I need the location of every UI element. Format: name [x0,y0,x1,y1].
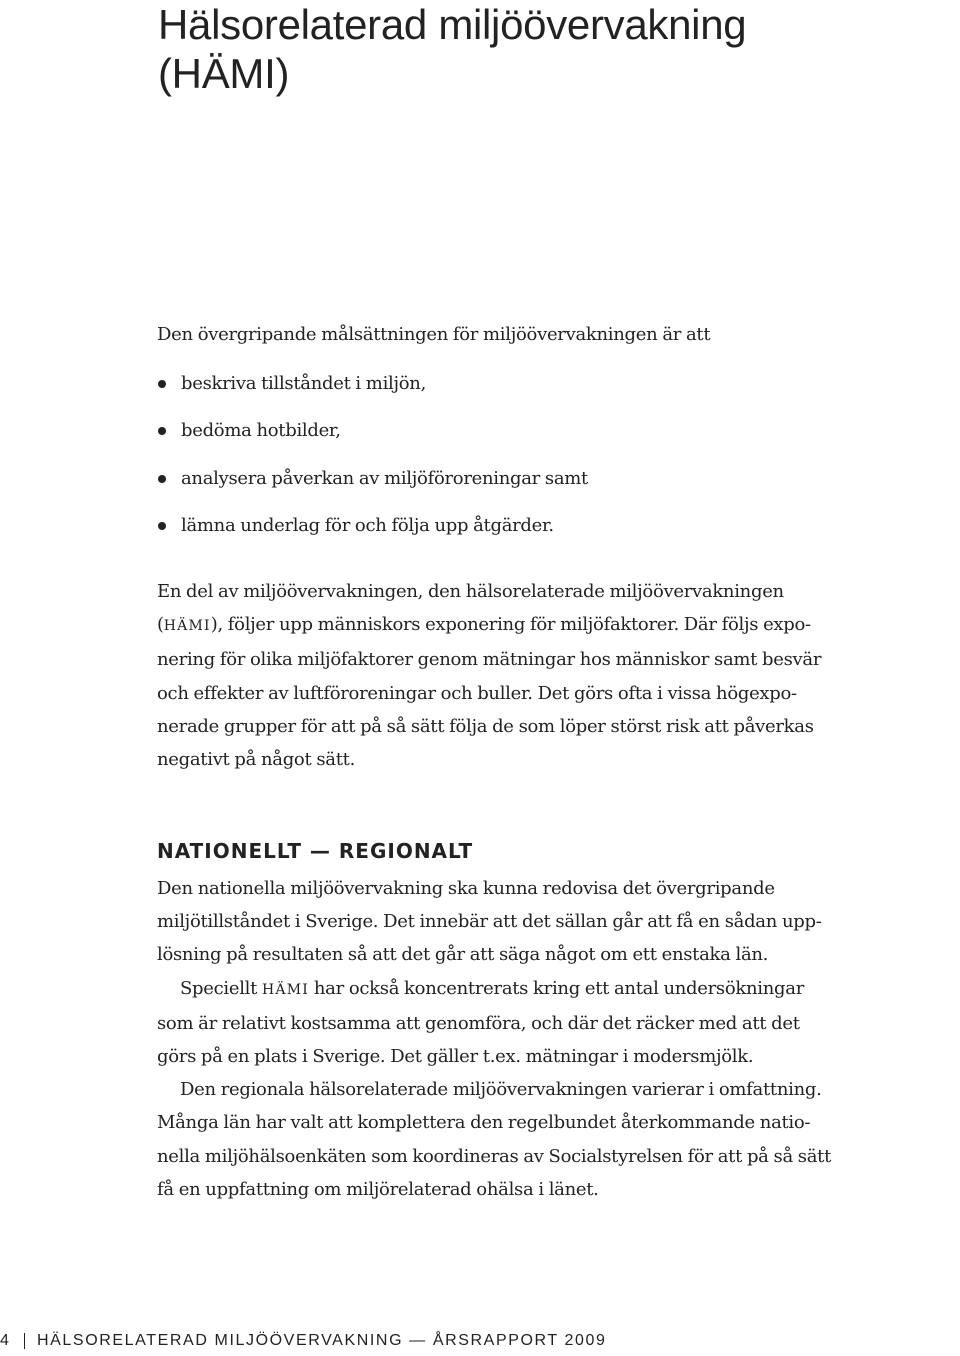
text-fragment: ), följer upp människors exponering för miljöfaktorer. Där följs expo- [210,614,811,636]
paragraph-line: nering för olika miljöfaktorer genom mätningar hos människor samt besvär [157,649,822,671]
running-title: HÄLSORELATERAD MILJÖÖVERVAKNING — ÅRSRAPPORT 2009 [37,1332,607,1349]
paragraph-line: görs på en plats i Sverige. Det gäller t.ex. mätningar i modersmjölk. [157,1046,754,1068]
bullet-icon [158,475,166,483]
page-footer [0,1326,607,1356]
intro-text: Den övergripande målsättningen för miljöövervakningen är att [157,324,711,345]
paragraph-line: miljötillståndet i Sverige. Det innebär att det sällan går att få en sådan upp- [157,911,822,933]
list-item-text: beskriva tillståndet i miljön, [181,373,427,394]
paragraph-line: som är relativt kostsamma att genomföra, och där det räcker med att det [157,1012,800,1034]
list-item-text: analysera påverkan av miljöföroreningar samt [181,467,588,489]
paragraph-line: Många län har valt att komplettera den regelbundet återkommande natio- [157,1112,811,1134]
list-item [157,511,937,558]
list-item [157,416,937,463]
text-fragment: har också koncentrerats kring ett antal undersökningar [308,977,804,999]
list-item [157,464,937,511]
page-title-line-1: Hälsorelaterad miljöövervakning [158,1,747,48]
footer-divider [24,1333,25,1349]
paragraph-line: Den regionala hälsorelaterade miljöövervakningen varierar i omfattning. [180,1079,822,1101]
abbreviation-hami: HÄMI [163,618,211,635]
paragraph-line: och effekter av luftföroreningar och buller. Det görs ofta i vissa högexpo- [157,682,797,704]
paragraph-line [157,608,957,643]
paragraph-line [157,972,957,1007]
paragraph-line: nella miljöhälsoenkäten som koordineras av Socialstyrelsen för att på så sätt [157,1145,832,1167]
goal-list [157,369,937,558]
list-item-text: bedöma hotbilder, [181,420,341,442]
bullet-icon [158,427,166,435]
bullet-icon [158,522,166,530]
text-fragment: ( [157,614,164,636]
paragraph-line: få en uppfattning om miljörelaterad ohälsa i länet. [157,1178,599,1200]
paragraph-line: Den nationella miljöövervakning ska kunna redovisa det övergripande [157,878,775,899]
paragraph-line: nerade grupper för att på så sätt följa de som löper störst risk att påverkas [157,715,814,737]
paragraph-hami-intro [157,575,957,776]
list-item [157,369,937,416]
page-title [158,0,918,98]
text-fragment: Speciellt [180,977,262,999]
paragraph-line: En del av miljöövervakningen, den hälsorelaterade miljöövervakningen [157,581,784,602]
page-number: 4 [0,1332,9,1349]
page-title-line-2: (HÄMI) [158,50,290,97]
paragraph-line: lösning på resultaten så att det går att säga något om ett enstaka län. [157,944,769,966]
paragraph-line: negativt på något sätt. [157,749,355,771]
section-heading: NATIONELLT — REGIONALT [157,839,474,863]
paragraph-national-regional [157,872,957,1206]
abbreviation-hami: HÄMI [261,981,309,998]
bullet-icon [158,380,166,388]
list-item-text: lämna underlag för och följa upp åtgärder. [181,514,554,536]
